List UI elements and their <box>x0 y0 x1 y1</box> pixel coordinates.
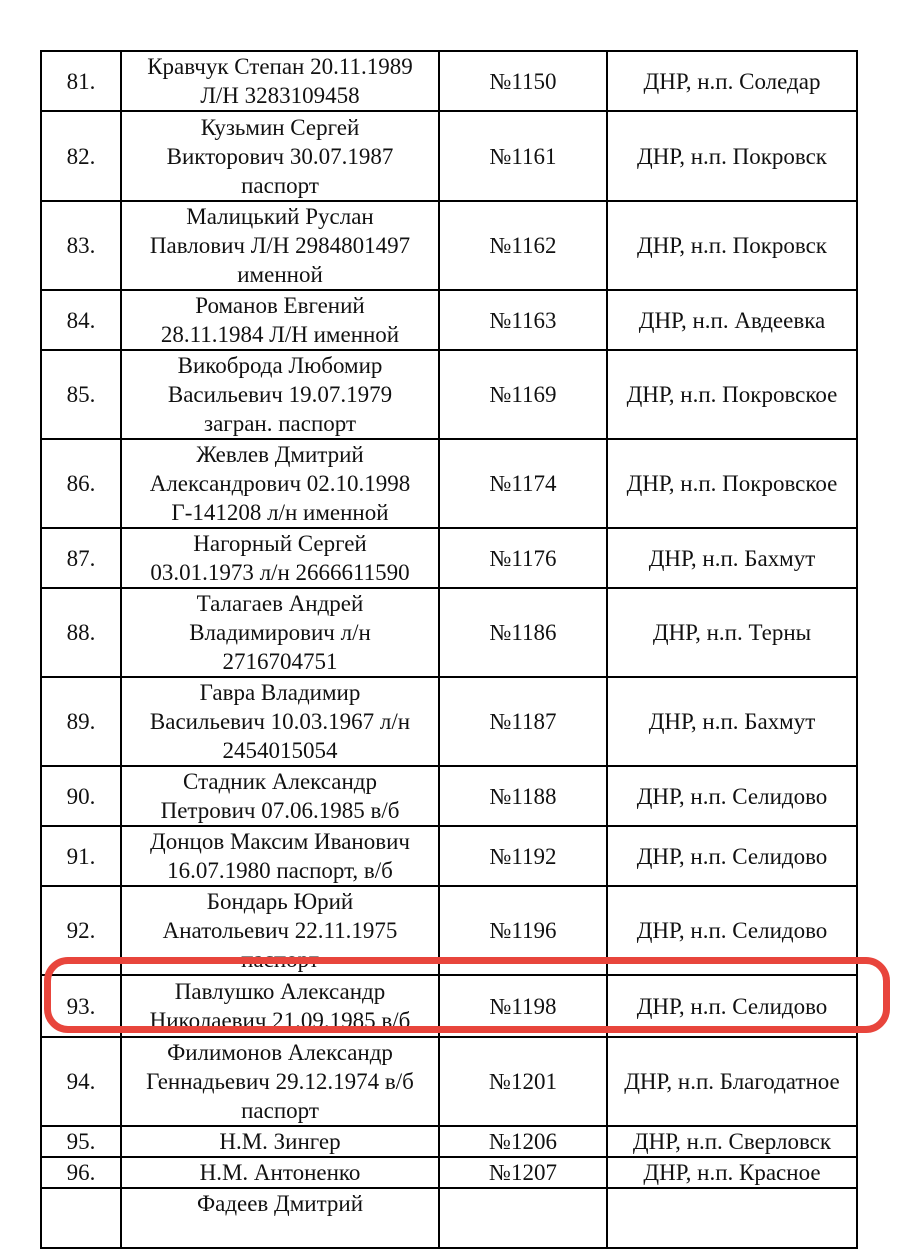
row-number: 86. <box>41 439 121 528</box>
row-number: 95. <box>41 1126 121 1157</box>
location: ДНР, н.п. Покровское <box>607 350 857 439</box>
record-reference <box>439 1188 607 1248</box>
table-row <box>41 350 857 439</box>
person-details: Бондарь Юрий Анатольевич 22.11.1975 паспорт <box>121 886 439 975</box>
table-row <box>41 1188 857 1248</box>
location: ДНР, н.п. Селидово <box>607 826 857 886</box>
record-reference: №1198 <box>439 975 607 1037</box>
record-reference: №1169 <box>439 350 607 439</box>
location: ДНР, н.п. Бахмут <box>607 677 857 766</box>
table-row <box>41 51 857 111</box>
person-details: Малицький Руслан Павлович Л/Н 2984801497 именной <box>121 201 439 290</box>
location: ДНР, н.п. Покровск <box>607 111 857 201</box>
row-number: 94. <box>41 1037 121 1126</box>
person-details: Фадеев Дмитрий <box>121 1188 439 1248</box>
row-number: 93. <box>41 975 121 1037</box>
row-number: 90. <box>41 766 121 826</box>
location: ДНР, н.п. Авдеевка <box>607 290 857 350</box>
row-number: 87. <box>41 528 121 588</box>
person-details: Романов Евгений 28.11.1984 Л/Н именной <box>121 290 439 350</box>
table-row <box>41 886 857 975</box>
table-row <box>41 766 857 826</box>
person-details: Кравчук Степан 20.11.1989 Л/Н 3283109458 <box>121 51 439 111</box>
location <box>607 1188 857 1248</box>
person-details: Стадник Александр Петрович 07.06.1985 в/б <box>121 766 439 826</box>
record-reference: №1188 <box>439 766 607 826</box>
row-number: 88. <box>41 588 121 677</box>
row-number: 92. <box>41 886 121 975</box>
record-reference: №1187 <box>439 677 607 766</box>
table-row <box>41 1157 857 1188</box>
row-number: 96. <box>41 1157 121 1188</box>
record-reference: №1176 <box>439 528 607 588</box>
row-number: 91. <box>41 826 121 886</box>
location: ДНР, н.п. Покровское <box>607 439 857 528</box>
row-number: 81. <box>41 51 121 111</box>
table-row <box>41 111 857 201</box>
location: ДНР, н.п. Селидово <box>607 886 857 975</box>
record-reference: №1150 <box>439 51 607 111</box>
location: ДНР, н.п. Селидово <box>607 766 857 826</box>
person-details: Н.М. Зингер <box>121 1126 439 1157</box>
table-row <box>41 290 857 350</box>
row-number: 84. <box>41 290 121 350</box>
person-details: Кузьмин Сергей Викторович 30.07.1987 паспорт <box>121 111 439 201</box>
person-details: Жевлев Дмитрий Александрович 02.10.1998 Г-141208 л/н именной <box>121 439 439 528</box>
record-reference: №1163 <box>439 290 607 350</box>
location: ДНР, н.п. Соледар <box>607 51 857 111</box>
person-details: Талагаев Андрей Владимирович л/н 2716704751 <box>121 588 439 677</box>
person-details: Филимонов Александр Геннадьевич 29.12.1974 в/б паспорт <box>121 1037 439 1126</box>
person-details: Донцов Максим Иванович 16.07.1980 паспорт, в/б <box>121 826 439 886</box>
table-row <box>41 677 857 766</box>
record-reference: №1201 <box>439 1037 607 1126</box>
table-row <box>41 201 857 290</box>
location: ДНР, н.п. Бахмут <box>607 528 857 588</box>
person-details: Гавра Владимир Васильевич 10.03.1967 л/н 2454015054 <box>121 677 439 766</box>
row-number: 89. <box>41 677 121 766</box>
record-reference: №1206 <box>439 1126 607 1157</box>
table-row <box>41 588 857 677</box>
table-row <box>41 1037 857 1126</box>
record-reference: №1162 <box>439 201 607 290</box>
records-table <box>40 50 858 1249</box>
person-details: Викоброда Любомир Васильевич 19.07.1979 загран. паспорт <box>121 350 439 439</box>
record-reference: №1207 <box>439 1157 607 1188</box>
location: ДНР, н.п. Терны <box>607 588 857 677</box>
person-details: Павлушко Александр Николаевич 21.09.1985 в/б <box>121 975 439 1037</box>
location: ДНР, н.п. Покровск <box>607 201 857 290</box>
record-reference: №1174 <box>439 439 607 528</box>
person-details: Нагорный Сергей 03.01.1973 л/н 2666611590 <box>121 528 439 588</box>
person-details: Н.М. Антоненко <box>121 1157 439 1188</box>
row-number: 83. <box>41 201 121 290</box>
location: ДНР, н.п. Сверловск <box>607 1126 857 1157</box>
location: ДНР, н.п. Благодатное <box>607 1037 857 1126</box>
record-reference: №1192 <box>439 826 607 886</box>
location: ДНР, н.п. Селидово <box>607 975 857 1037</box>
table-row <box>41 1126 857 1157</box>
row-number: 82. <box>41 111 121 201</box>
record-reference: №1186 <box>439 588 607 677</box>
location: ДНР, н.п. Красное <box>607 1157 857 1188</box>
table-row <box>41 975 857 1037</box>
table-row <box>41 439 857 528</box>
table-row <box>41 528 857 588</box>
row-number: 85. <box>41 350 121 439</box>
record-reference: №1161 <box>439 111 607 201</box>
record-reference: №1196 <box>439 886 607 975</box>
row-number <box>41 1188 121 1248</box>
table-row <box>41 826 857 886</box>
